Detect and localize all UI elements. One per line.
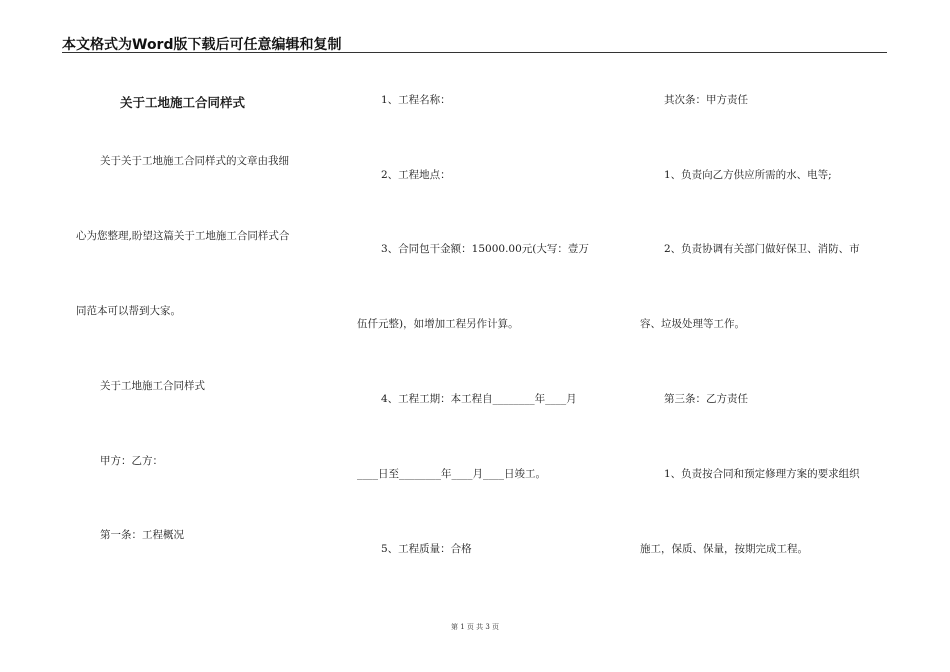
clause-heading: 第三条：乙方责任 [664,393,748,405]
clause-item: 2、工程地点： [381,169,451,181]
clause-item: 1、负责向乙方供应所需的水、电等; [664,169,832,181]
clause-item: 5、工程质量：合格 [381,543,472,555]
clause-item: 4、工程工期：本工程自________年____月 [381,393,577,405]
paragraph-line: 关于关于工地施工合同样式的文章由我细 [100,155,289,167]
paragraph-line: 同范本可以帮到大家。 [76,305,181,317]
clause-item: 施工，保质、保量，按期完成工程。 [640,543,808,555]
clause-item: 2、负责协调有关部门做好保卫、消防、市 [664,243,860,255]
header-divider [62,52,887,53]
clause-item: ____日至________年____月____日竣工。 [357,468,546,480]
clause-heading: 其次条：甲方责任 [664,94,748,106]
paragraph-line: 心为您整理,盼望这篇关于工地施工合同样式合 [76,230,290,242]
clause-item: 容、垃圾处理等工作。 [640,318,745,330]
clause-item: 3、合同包干金额：15000.00元(大写：壹万 [381,243,589,255]
section-heading: 关于工地施工合同样式 [100,380,205,392]
clause-item: 伍仟元整)，如增加工程另作计算。 [357,318,519,330]
page-number: 第 1 页 共 3 页 [450,623,500,631]
document-banner: 本文格式为Word版下载后可任意编辑和复制 [62,37,342,53]
clause-item: 1、负责按合同和预定修理方案的要求组织 [664,468,860,480]
parties-line: 甲方：乙方： [100,455,163,467]
clause-item: 1、工程名称： [381,94,451,106]
clause-heading: 第一条：工程概况 [100,529,184,541]
document-title: 关于工地施工合同样式 [120,95,246,110]
